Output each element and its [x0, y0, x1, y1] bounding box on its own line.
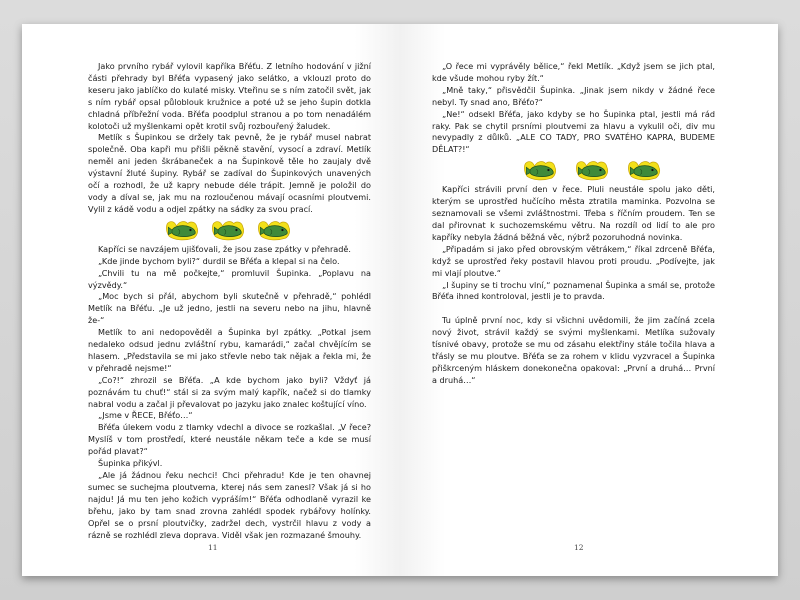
fish-icon: [257, 218, 295, 242]
paragraph: Metlík to ani nedopověděl a Šupinka byl zpátky. „Potkal jsem nedaleko odsud jednu zvláštní rybu, kamarádi,“ začal chvějícím se hlasem. „Představila se mi jako střevle nebo tak nějak a řekla mi, že v přehradě nejsme!“: [88, 327, 371, 373]
paragraph: Tu úplně první noc, kdy si všichni uvědomili, že jim začíná zcela nový život, strávil každý se svými myšlenkami. Metlíka sužovaly tísnivé obavy, protože se mu od zásahu elektřiny stále točila hlava a třásly se mu ploutve. Břéťa se za rohem v klidu vyzvracel a Šupinka přiškrceným hláskem donekonečna opakoval: „První a druhá… První a druhá…“: [432, 315, 715, 385]
right-page-text: [432, 61, 715, 387]
fish-icon: [211, 218, 249, 242]
paragraph: Kapříci strávili první den v řece. Pluli neustále spolu jako děti, kterým se uprostřed hučícího města ztratila maminka. Pozvolna se seznamovali se všemi zvláštnostmi. Třeba s říčním proudem. Ten se dal přirovnat k suchozemskému větru. Na rozdíl od lidí to ale pro kapříky nebyla žádná běžná věc, nýbrž pozoruhodná novinka.: [432, 184, 715, 242]
fish-divider: [472, 157, 715, 183]
page-number: 12: [574, 543, 584, 552]
paragraph: „Mně taky,“ přisvědčil Šupinka. „Jinak jsem nikdy v žádné řece nebyl. Ty snad ano, Břéťo?“: [432, 84, 715, 107]
paragraph: „Jsme v ŘECE, Břéťo…“: [98, 410, 193, 421]
paragraph: „O řece mi vyprávěly bělice,“ řekl Metlík. „Když jsem se jich ptal, kde všude mohou ryby žít.“: [432, 61, 715, 83]
paragraph: „Moc bych si přál, abychom byli skutečně v přehradě,“ pohlédl Metlík na Břéťu. „Je už jedno, jestli na severu nebo na jihu, hlavně že-“: [88, 291, 371, 326]
right-page: [400, 24, 778, 576]
paragraph: Šupinka přikývl.: [98, 458, 163, 469]
paragraph: „Připadám si jako před obrovským větrákem,“ říkal zdrceně Břéťa, když se uprostřed řeky postavil hlavou proti proudu. „Podívejte, jak mi vlají ploutve.“: [432, 243, 715, 278]
paragraph: „Ale já žádnou řeku nechci! Chci přehradu! Kde je ten ohavnej sumec se suchejma ploutvema, kterej nás sem zanesl? Však já si ho najdu! Já mu ten jeho kožich vypráším!“ Břéťa odhodlaně vyrazil ke břehu, jako by tam snad zrovna zahlédl spodek rybářovy holínky. Opřel se o prsní ploutvičky, zadržel dech, vystrčil hlavu z vody a rázně se rozhlédl zleva doprava. Viděl však jen rozmazané šmouhy.: [88, 470, 371, 540]
paragraph: Metlík s Šupinkou se držely tak pevně, že je rybář musel nabrat společně. Oba kapři mu přišli pěkně stavění, vysocí a zdraví. Metlík neměl ani jeden škrábaneček a na Šupinkově těle ho zaujaly dvě výstavní žluté šupiny. Rybář se zadíval do Šupinkových unavených očí a rozhodl, že už kapry nebude déle trápit. Jemně je položil do vody a díval se, jak mu na rozloučenou mávají ocasními ploutvemi. Vylil z kádě vodu a odjel zpátky na sádky za svou prací.: [88, 132, 371, 214]
paragraph: „I šupiny se ti trochu vlní,“ poznamenal Šupinka a smál se, protože Břéťa ihned kontroloval, jestli je to pravda.: [432, 279, 715, 302]
fish-icon: [523, 158, 561, 182]
left-page: [22, 24, 400, 576]
fish-icon: [627, 158, 665, 182]
paragraph: „Chvili tu na mě počkejte,“ promluvil Šupinka. „Poplavu na výzvědy.“: [88, 267, 371, 290]
paragraph: Jako prvního rybář vylovil kapříka Břéťu. Z letního hodování v jižní části přehrady byl Břéťa vypasený jako selátko, a vklouzl proto do keseru jako jablíčko do kulaté misky. Vteřinu se s ním zatočil svět, jak s ním rybář opsal půloblouk kružnice a poté už se jeho šupin dotkla chladná příbřežní voda. Břéťa poodplul stranou a po tom nenadálém kolotoči už myšlenkami opět krotil svůj rozbouřený žaludek.: [88, 61, 371, 131]
page-number: 11: [208, 543, 218, 552]
paragraph: „Kde jinde bychom byli?“ durdil se Břéťa a klepal si na čelo.: [98, 255, 340, 266]
paragraph: Kapříci se navzájem ujišťovali, že jsou zase zpátky v přehradě.: [98, 243, 351, 254]
fish-icon: [165, 218, 203, 242]
fish-icon: [575, 158, 613, 182]
paragraph: „Ne!“ odsekl Břéťa, jako kdyby se ho Šupinka ptal, jestli má rád raky. Pak se chytil prsními ploutvemi za hlavu a vykulil oči, div mu nevypadly z důlků. „ALE CO TADY, PRO SVATÉHO KAPRA, BUDEME DĚLAT?!“: [432, 108, 715, 155]
fish-divider: [88, 217, 371, 243]
book-spread: [22, 24, 778, 576]
paragraph: „Co?!“ zhrozil se Břéťa. „A kde bychom jako byli? Vždyť já poznávám tu chuť!“ stál si za svým malý kapřík, načež si do tlamky nabral vodu a začal ji převalovat po jazyku jako znalec koštující víno.: [88, 374, 371, 409]
paragraph: Břéťa úlekem vodu z tlamky vdechl a divoce se rozkašlal. „V řece? Myslíš v tom prostředí, které neustále někam teče a kde se musí pořád plavat?“: [88, 422, 371, 457]
left-page-text: [88, 61, 371, 541]
